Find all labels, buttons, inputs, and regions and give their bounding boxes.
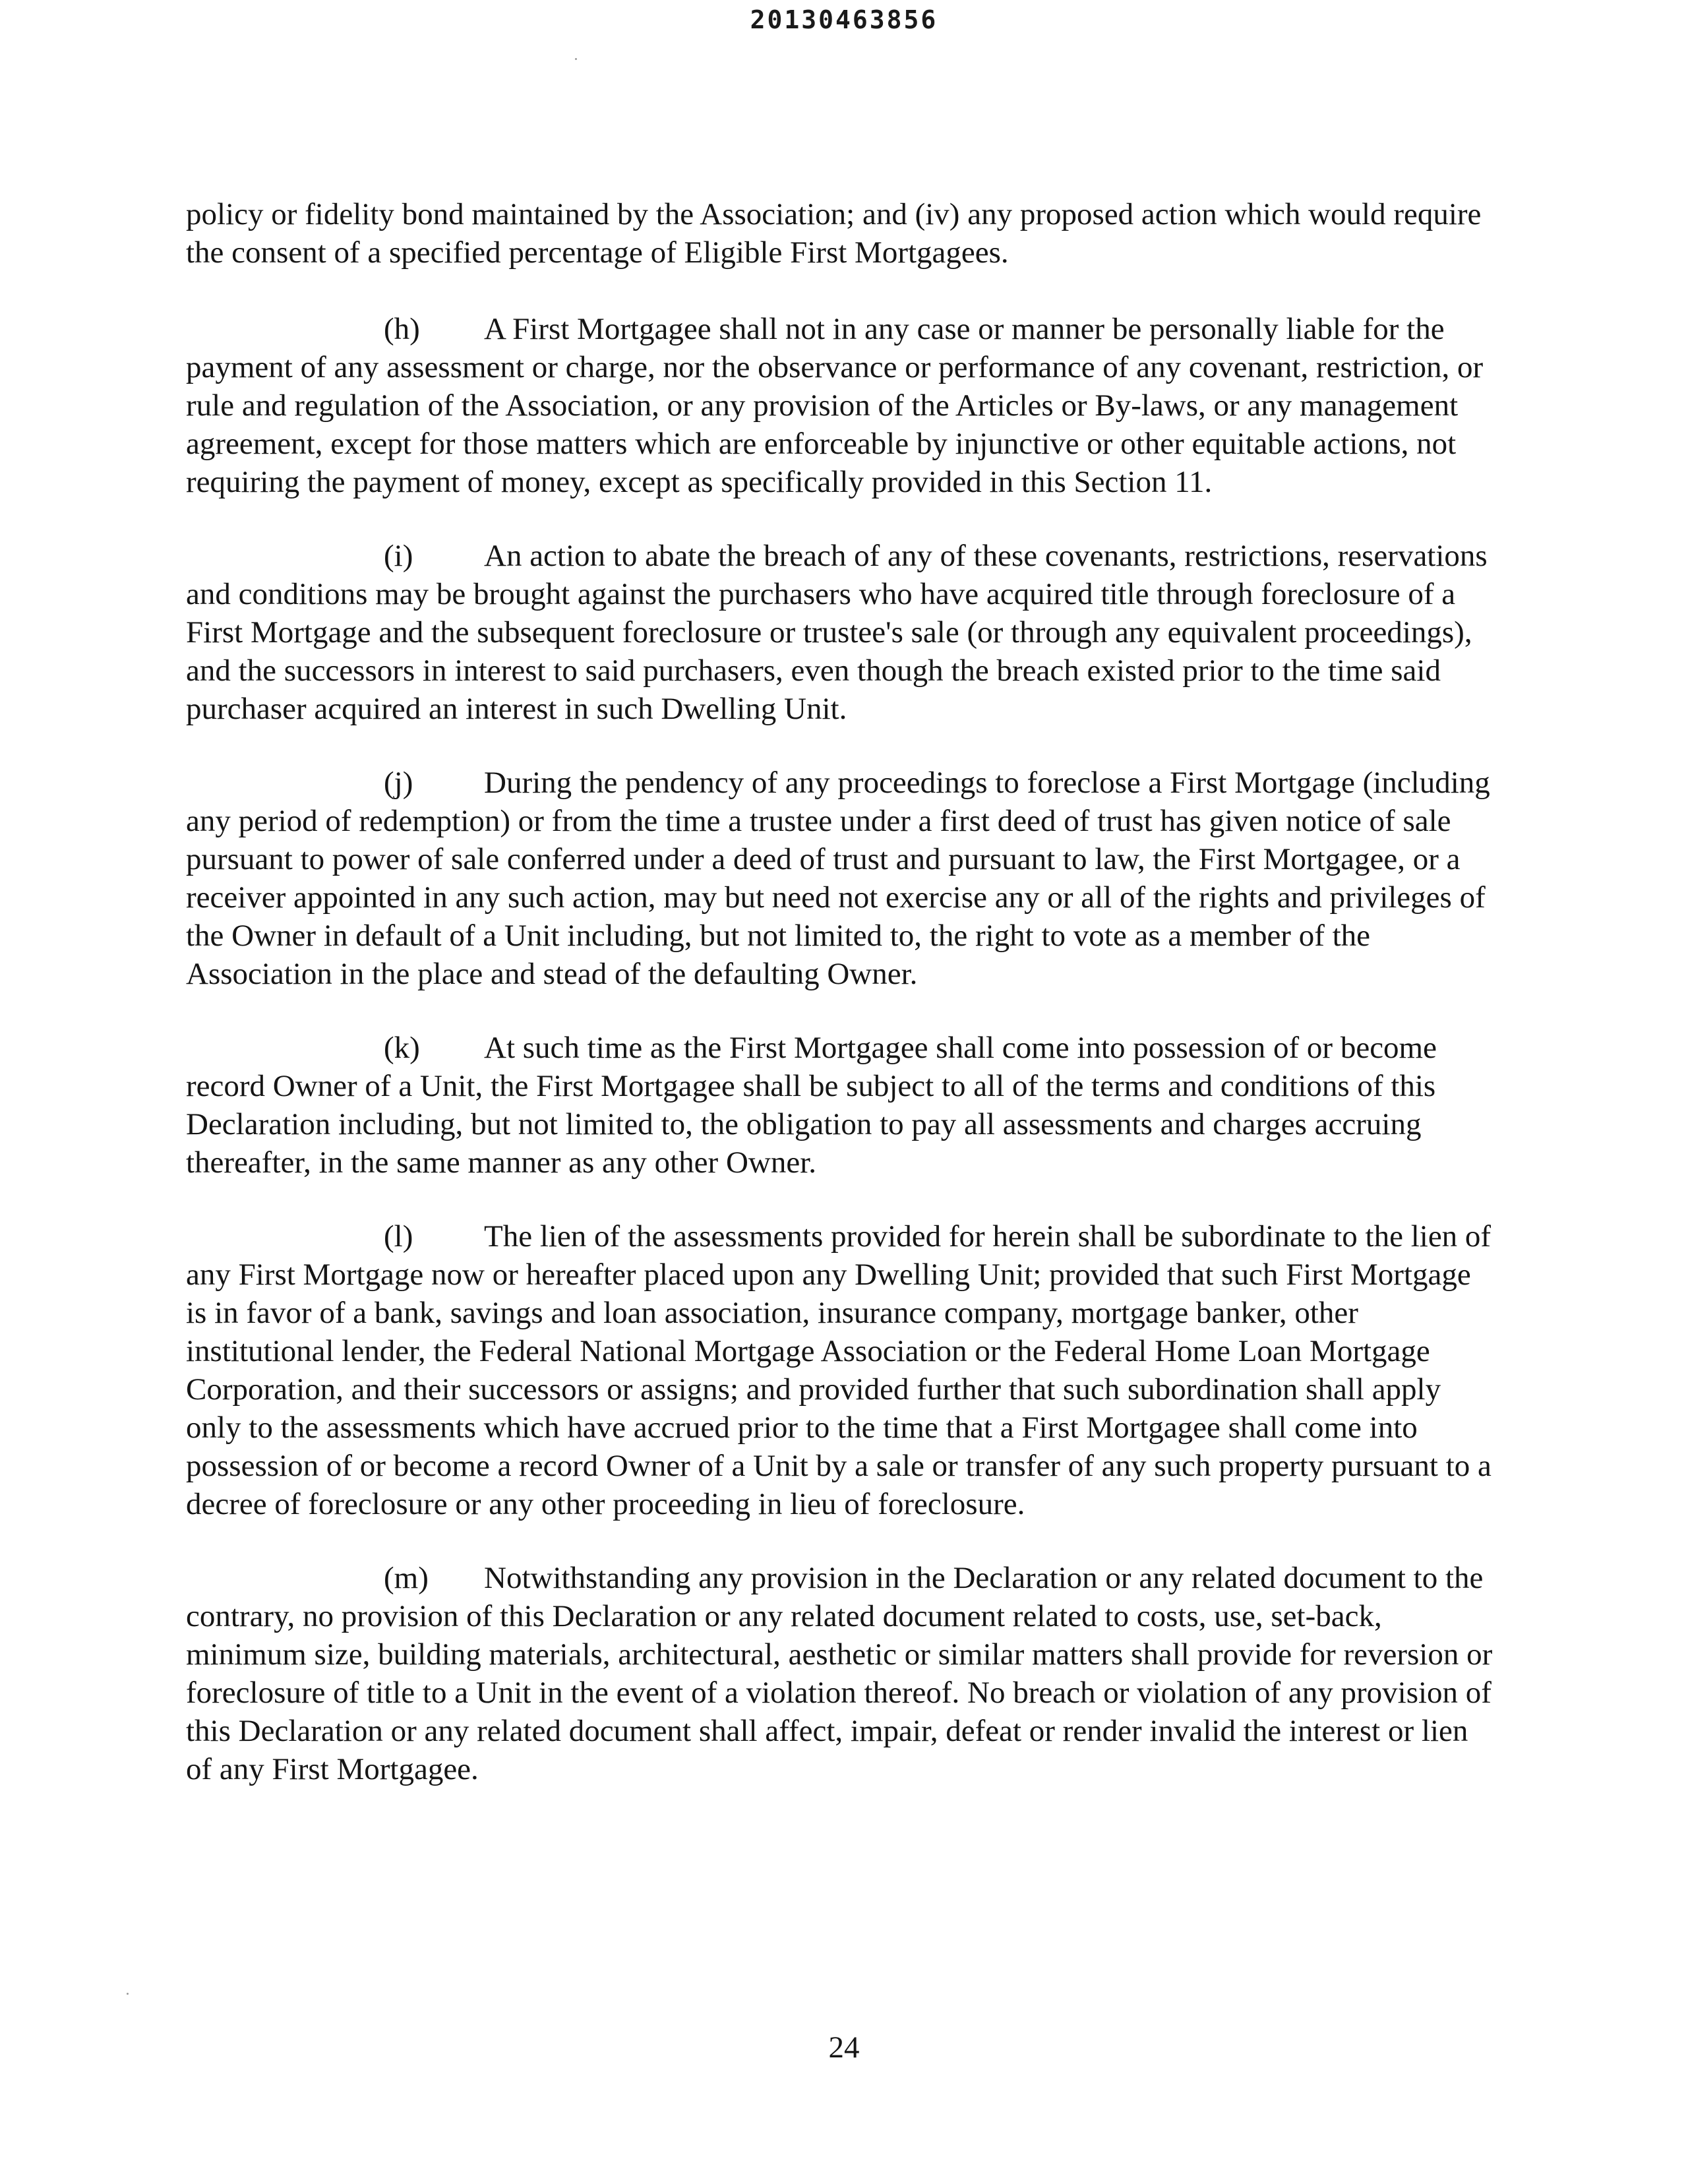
paragraph-marker: (h) — [384, 312, 420, 346]
paragraph-marker: (l) — [384, 1219, 413, 1254]
paragraph-text: At such time as the First Mortgagee shall come into possession of or become record Owner of a Unit, the First Mortgagee shall be subject to all of the terms and conditions of this Declaration including, but not limited to, the obligation to pay all assessments and charges accruing thereafter, in the same manner as any other Owner. — [186, 1031, 1437, 1180]
page-number: 24 — [828, 2030, 860, 2065]
paragraph-marker: (m) — [384, 1561, 429, 1595]
paragraph-l — [186, 1217, 1495, 1523]
paragraph-text: Notwithstanding any provision in the Declaration or any related document to the contrary, no provision of this Declaration or any related document related to costs, use, set-back, minimum size, building materials, architectural, aesthetic or similar matters shall provide for reversion or foreclosure of title to a Unit in the event of a violation thereof. No breach or violation of any provision of this Declaration or any related document shall affect, impair, defeat or render invalid the interest or lien of any First Mortgagee. — [186, 1561, 1493, 1786]
paragraph-m — [186, 1559, 1495, 1788]
paragraph-text: The lien of the assessments provided for herein shall be subordinate to the lien of any First Mortgage now or hereafter placed upon any Dwelling Unit; provided that such First Mortgage is in favor of a bank, savings and loan association, insurance company, mortgage banker, other institutional lender, the Federal National Mortgage Association or the Federal Home Loan Mortgage Corporation, and their successors or assigns; and provided further that such subordination shall apply only to the assessments which have accrued prior to the time that a First Mortgagee shall come into possession of or become a record Owner of a Unit by a sale or transfer of any such property pursuant to a decree of foreclosure or any other proceeding in lieu of foreclosure. — [186, 1219, 1492, 1521]
paragraph-h — [186, 310, 1495, 501]
scan-speck — [575, 58, 577, 60]
intro-paragraph: policy or fidelity bond maintained by the Association; and (iv) any proposed action which would require the consent of a specified percentage of Eligible First Mortgagees. — [186, 197, 1482, 270]
paragraph-marker: (i) — [384, 539, 413, 573]
paragraph-k — [186, 1029, 1495, 1182]
paragraph-marker: (k) — [384, 1031, 420, 1065]
paragraph-text: A First Mortgagee shall not in any case or manner be personally liable for the payment of any assessment or charge, nor the observance or performance of any covenant, restriction, or rule and regulation of the Association, or any provision of the Articles or By-laws, or any management agreement, except for those matters which are enforceable by injunctive or other equitable actions, not requiring the payment of money, except as specifically provided in this Section 11. — [186, 312, 1484, 499]
page-body — [186, 195, 1495, 1824]
paragraph-marker: (j) — [384, 766, 413, 800]
paragraph-text: During the pendency of any proceedings to foreclose a First Mortgage (including any period of redemption) or from the time a trustee under a first deed of trust has given notice of sale pursuant to power of sale conferred under a deed of trust and pursuant to law, the First Mortgagee, or a receiver appointed in any such action, may but need not exercise any or all of the rights and privileges of the Owner in default of a Unit including, but not limited to, the right to vote as a member of the Association in the place and stead of the defaulting Owner. — [186, 766, 1490, 991]
scan-speck — [127, 1993, 129, 1995]
paragraph-text: An action to abate the breach of any of these covenants, restrictions, reservations and conditions may be brought against the purchasers who have acquired title through foreclosure of a First Mortgage and the subsequent foreclosure or trustee's sale (or through any equivalent proceedings), and the successors in interest to said purchasers, even though the breach existed prior to the time said purchaser acquired an interest in such Dwelling Unit. — [186, 539, 1488, 726]
paragraph-i — [186, 537, 1495, 728]
document-number: 20130463856 — [750, 5, 938, 34]
paragraph-j — [186, 764, 1495, 993]
